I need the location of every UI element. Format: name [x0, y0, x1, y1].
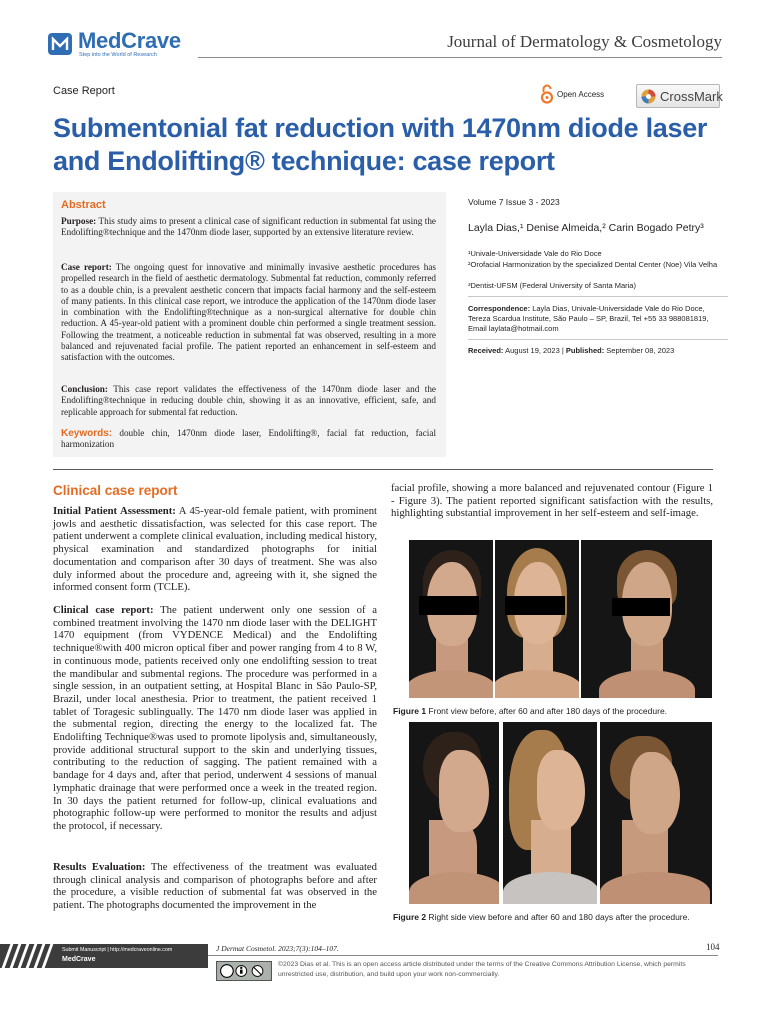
article-dates	[468, 346, 674, 356]
figure-label: Figure 2	[393, 912, 427, 922]
paragraph-initial-assessment	[53, 505, 377, 594]
keywords-text: double chin, 1470nm diode laser, Endolifting®, facial fat reduction, facial harmonization	[61, 428, 436, 450]
figure2-photo-60-days	[503, 722, 597, 904]
meta-divider	[468, 296, 728, 297]
paragraph-results-evaluation	[53, 861, 377, 912]
abstract-purpose-label: Purpose:	[61, 216, 97, 226]
submit-manuscript-link[interactable]: Submit Manuscript | http://medcraveonline.com	[62, 947, 173, 953]
abstract-purpose-text: This study aims to present a clinical case of significant reduction in submental fat using the Endolifting®technique and the 1470nm diode laser, supported by an extensive literature review.	[61, 216, 436, 238]
abstract-keywords	[61, 428, 436, 451]
figure1-photo-180-days	[581, 540, 712, 698]
figure2-caption	[393, 912, 690, 922]
abstract-purpose	[61, 216, 436, 239]
footer-logo: MedCrave	[62, 956, 96, 963]
medcrave-logo-icon	[46, 30, 74, 58]
article-type: Case Report	[53, 85, 115, 97]
published-date: September 08, 2023	[604, 346, 675, 355]
figure-caption-text: Right side view before and after 60 and 180 days after the procedure.	[426, 912, 690, 922]
abstract-conclusion-label: Conclusion:	[61, 384, 108, 394]
page-number: 104	[706, 942, 720, 952]
correspondence	[468, 304, 726, 334]
author-list: Layla Dias,¹ Denise Almeida,² Carin Bogado Petry³	[468, 222, 704, 234]
abstract-conclusion-text: This case report validates the effectiveness of the 1470nm diode laser and the Endolifting®technique in reducing double chin, showing it as an innovative, efficient, safe, and replicable approach for submental fat reduction.	[61, 384, 436, 417]
figure1-photo-60-days	[495, 540, 579, 698]
open-access-lock-icon	[540, 83, 554, 105]
abstract-case-label: Case report:	[61, 262, 112, 272]
license-notice: ©2023 Dias et al. This is an open access article distributed under the terms of the Creative Commons Attribution License, which permits unrestricted use, distribution, and build upon your work non-commercially.	[278, 961, 686, 978]
logo-name: MedCrave	[78, 28, 181, 53]
figure2-photo-before	[409, 722, 499, 904]
paragraph-clinical-case	[53, 604, 377, 833]
section-title: Clinical case report	[53, 483, 178, 498]
open-access-badge[interactable]	[540, 83, 620, 105]
paragraph-label: Clinical case report:	[53, 604, 154, 616]
crossmark-button[interactable]	[636, 84, 723, 108]
footer-divider	[208, 955, 718, 956]
crossmark-label: CrossMark	[660, 89, 723, 104]
article-title: Submentonial fat reduction with 1470nm diode laser and Endolifting® technique: case report	[53, 113, 708, 176]
abstract-heading: Abstract	[61, 199, 106, 211]
paragraph-label: Initial Patient Assessment:	[53, 505, 176, 517]
correspondence-label: Correspondence:	[468, 304, 531, 313]
paragraph-continuation: facial profile, showing a more balanced and rejuvenated contour (Figure 1 - Figure 3). The patient reported significant satisfaction with the results, highlighting substantial improvement in her self-esteem and self-image.	[391, 482, 713, 520]
affiliation-2: ²Orofacial Harmonization by the specialized Dental Center (Noe) Vila Velha	[468, 260, 718, 269]
figure1-caption	[393, 706, 667, 716]
meta-divider	[468, 339, 728, 340]
abstract-case-text: The ongoing quest for innovative and minimally invasive aesthetic procedures has propelled research in the field of aesthetic dermatology. Submental fat reduction, commonly referred to as a double chin, is a prevalent aesthetic concern that impacts facial harmony and the self-esteem of many patients. In this clinical case report, we introduce the application of the 1470nm diode laser in combination with the Endolifting®technique as a non-surgical alternative for double chin reduction. A 45-year-old patient with a prominent double chin performed a single treatment session. Following the treatment, a noticeable reduction in submental fat was observed, resulting in a more balanced and rejuvenated facial profile. The patient reported an enhancement in self-esteem and satisfaction with the outcomes.	[61, 262, 436, 363]
volume-issue: Volume 7 Issue 3 - 2023	[468, 197, 560, 207]
affiliation-3: ³Dentist-UFSM (Federal University of Santa Maria)	[468, 281, 636, 290]
logo-tagline: Step into the World of Research	[79, 52, 157, 58]
paragraph-label: Results Evaluation:	[53, 861, 146, 873]
journal-name: Journal of Dermatology & Cosmetology	[447, 32, 722, 51]
crossmark-icon	[641, 89, 656, 104]
figure-caption-text: Front view before, after 60 and after 180 days of the procedure.	[426, 706, 668, 716]
medcrave-logo[interactable]	[46, 28, 196, 62]
header-divider	[198, 57, 722, 58]
citation	[216, 944, 339, 953]
face-censor-bar	[419, 596, 479, 615]
creative-commons-icon[interactable]	[216, 961, 272, 981]
face-censor-bar	[505, 596, 565, 615]
published-label: Published:	[565, 346, 605, 355]
keywords-label: Keywords:	[61, 428, 113, 439]
received-label: Received:	[468, 346, 504, 355]
affiliation-1: ¹Univale-Universidade Vale do Rio Doce	[468, 249, 602, 258]
paragraph-text: The patient underwent only one session of a combined treatment involving the 1470 nm diode laser with the DELIGHT 1470 equipment (from VYDENCE Medical) and the Endolifting technique®with 400 micron optical fiber and power ranging from 4 to 8 W, in continuous mode, patients received only one endolifting session to treat the mandibular and submental regions. The procedure was performed in a single session, in an outpatient setting, at Hospital Blanc in São Paulo-SP, Brazil, under local anesthesia. Prior to treatment, the patient received 1 tablet of Toragesic sublingually. The 1470 nm diode laser was applied in the submental region, directing the energy to the localized fat. The Endolifting Technique®was used to promote lipolysis and, simultaneously, provide additional structural support to the skin and underlying tissues, contributing to the reduction of sagging. The patient remained with a bandage for 4 days and, after that period, underwent 4 sessions of manual lymphatic drainage that were performed once a week in the treated region. In 30 days the patient returned for follow-up, clinical evaluations and photographic follow-up were performed to monitor the results and adjust the protocol, if necessary.	[53, 604, 378, 832]
figure-label: Figure 1	[393, 706, 427, 716]
abstract-box	[53, 192, 446, 457]
abstract-conclusion	[61, 384, 436, 418]
paragraph-text: A 45-year-old female patient, with prominent jowls and aesthetic dissatisfaction, was selected for this case report. The patient underwent a complete clinical evaluation, including medical history, physical examination and standardized photographs for initial documentation and comparison after 30 days of treatment. She was also duly informed about the procedure and, agreeing with it, she signed the informed consent form (TCLE).	[53, 505, 378, 594]
open-access-label: Open Access	[557, 90, 605, 99]
citation-text: J Dermat Cosmetol. 2023;7(3):104‒107.	[216, 944, 339, 953]
paragraph-text: The effectiveness of the treatment was evaluated through clinical analysis and comparison of photographs before and after the procedure, a visible reduction of submental fat was observed in the patient. The photographs documented the improvement in the	[53, 861, 378, 912]
correspondence-text: Layla Dias, Univale-Universidade Vale do Rio Doce, Tereza Scardua Institute, São Paulo – SP, Brazil, Tel +55 33 988081819, Email laylata@hotmail.com	[468, 304, 709, 333]
figure1-photo-before	[409, 540, 493, 698]
figure2-photo-180-days	[600, 722, 712, 904]
abstract-case	[61, 262, 436, 364]
section-divider	[53, 469, 713, 470]
face-censor-bar	[612, 598, 670, 616]
received-date: August 19, 2023 |	[503, 346, 566, 355]
